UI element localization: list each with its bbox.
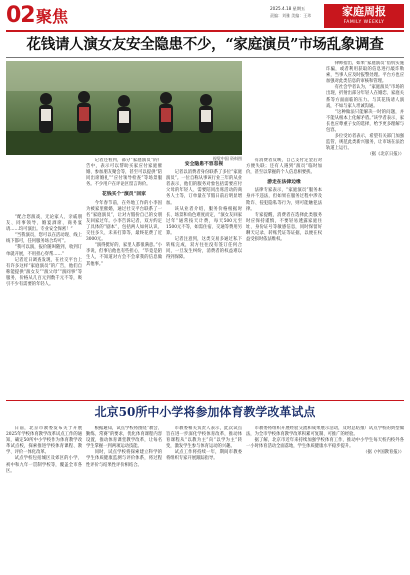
bottom-column-2 <box>86 426 162 572</box>
top-rule <box>6 30 404 32</box>
paragraph: “当我演员，您可以在活动现、线上线下都可，任何服务场合均可”。 <box>6 233 82 245</box>
article-column-4 <box>246 158 322 396</box>
paragraph: 记者近日调查发现，在社交平台上有许多这样“家庭演员”的广告，他们自称能提供“演女友”“演父母”“演同事”等服务，价格从几百元到数千元不等，吸引不少有需要的年轻人。 <box>6 257 82 288</box>
paragraph: 试点学校包括城区及郊区的小学、初中和九年一贯制学校等，覆盖全市各区。 <box>6 456 82 474</box>
article-column-3 <box>166 158 242 396</box>
byline: （据《北京日报》） <box>367 152 404 158</box>
subheading: 游走在法律边缘 <box>267 179 301 186</box>
paragraph: 试点工作将持续一年，期间市教委将组织专家开展跟踪指导。 <box>166 450 242 462</box>
bottom-column-1 <box>6 426 82 572</box>
paragraph: “演得挺好的，家里人都很满意。”小李说，但事后他也有些担心，“毕竟是陌生人，不知道对方会不会拿我的信息做其他事。” <box>86 243 162 267</box>
main-headline: 花钱请人演女友安全隐患不少，“家庭演员”市场乱象调查 <box>26 36 384 53</box>
paragraph: “我可以演，报价随叫随到，收到订单就开展，不用担心穿帮……” <box>6 245 82 257</box>
section-number: 02 <box>6 3 35 28</box>
article-column-5 <box>326 61 404 396</box>
paragraph: 市教委将组织开展经验交流和成果展示活动，及时总结推广试点学校的典型做法，为全市学校体育教学改革积累可复制、可推广的经验。 <box>246 426 404 438</box>
paragraph: 同时，试点学校将探索建立科学的学生体质健康监测与评价体系，将过程性评价与结果性评价相结合。 <box>86 450 162 468</box>
brand-name: 家庭周报 <box>342 5 386 18</box>
paragraph: 有社会学者认为，“家庭演员”市场的出现，折射出部分年轻人在婚恋、家庭关系等方面面临的压力。与其花钱请人演戏，不如与家人坦诚沟通。 <box>326 85 404 109</box>
paragraph: 记者以消费者身份联系了多位“家庭演员”。一位自称从事该行业三年的从业者表示，他们的服务对象包括需要应付父母的年轻人、需要陪同出席活动的商务人士等，订单量在节假日前后明显增加。 <box>166 170 242 206</box>
issue-date: 2025.4.18 星期五 <box>270 6 306 11</box>
photo-caption: 视觉中国 资料图 <box>212 156 242 161</box>
brand-logo <box>324 4 404 28</box>
subheading: 安全隐患不容忽视 <box>184 161 224 167</box>
paragraph: 市教委相关负责人表示，此次试点旨在进一步深化学校体育改革，推动体育课程从“以教为主”向“以学为主”转变，激发学生参与体育运动的兴趣。 <box>166 426 242 450</box>
bottom-rule <box>6 400 404 401</box>
secondary-headline: 北京50所中小学将参加体育教学改革试点 <box>94 405 316 419</box>
subheading: 花钱买个“演员”回家 <box>102 191 146 198</box>
paragraph: 专家提醒，消费者在选择此类服务时应保持谨慎，不要轻易透露家庭住址、身份证号等敏感信息，同时保留好聊天记录、转账凭证等证据，以便在权益受损时依法维权。 <box>246 212 322 243</box>
paragraph: 日前，北京市教委发布关于开展2025年学校体育教学改革试点工作的通知，确定50所中小学校作为体育教学改革试点校，探索推进学校体育课程、教学、评价一体化改革。 <box>6 426 82 456</box>
paragraph: 法律专家表示，“家庭演员”服务本身并不违法，但如果在服务过程中涉及欺诈、侵犯隐私等行为，则可能触犯法律。 <box>246 188 322 212</box>
article-column-2 <box>86 158 162 396</box>
paragraph: 有消费者反映，自己支付定金后对方便失联；还有人遇到“演员”临时加价，甚至以掌握的个人信息相要挟。 <box>246 158 322 176</box>
paragraph: “这种做法只能解决一时的问题，并不能从根本上化解矛盾。”该学者表示，家长也应尊重子女的选择，给予更多理解与包容。 <box>326 109 404 134</box>
news-photo <box>6 61 242 155</box>
bottom-column-4 <box>246 426 404 572</box>
issue-editor: 责编：刘雅 美编：王玮 <box>270 13 312 18</box>
photo-illustration <box>6 61 242 155</box>
headline-rule <box>6 57 404 58</box>
paragraph: 根据通知，试点学校将围绕“教会、勤练、常赛”的要求，优化体育课程内容设置，推动体育课堂教学改革，让每名学生掌握一到两项运动技能。 <box>86 426 162 450</box>
paragraph: 多位受访者表示，希望有关部门加强监管，规范此类新兴服务，让市场在法治轨道上运行。 <box>326 134 404 152</box>
paragraph: 记者注意到，这类交易多通过私下转账完成，双方往往没有签订任何合同，一旦发生纠纷，消费者的权益难以得到保障。 <box>166 237 242 261</box>
paragraph: “配合您演戏，无论家人、亲戚朋友、同事领导、婚宴酒席、商务宴请……均可演出。专业安全保密！” <box>6 215 82 233</box>
paragraph: 记者还看到，部分“家庭演员”的广告中，表示可以帮助买家应付家庭催婚、参加朋友聚会等，甚至可以提供“陪同出席婚礼”“应付领导检查”等场景服务。不少用户在评论区留言询价。 <box>86 158 162 188</box>
section-name: 聚焦 <box>36 7 69 26</box>
paragraph: 律师指出，如果“家庭演员”借机实施诈骗，或者利用获取的信息进行敲诈勒索，当事人应及时报警处理。平台方也应加强对此类信息的审核和管理。 <box>326 61 404 85</box>
brand-name-en: FAMILY WEEKLY <box>343 20 385 25</box>
paragraph: 据了解，北京市近年来持续加强学校体育工作，推动中小学生每天校内校外各一小时体育活动全面落地，学生体质健康水平稳步提升。 <box>246 438 404 450</box>
paragraph: 该从业者介绍，服务价格根据时长、场景和角色难度而定，“演女友回家过年”通常按天计费，每天500元至1500元不等，如需住宿、交通等费用另算。 <box>166 206 242 237</box>
bottom-column-3 <box>166 426 242 572</box>
paragraph: 今年春节前，在外地工作的小李因为被家里催婚，通过社交平台联系了一名“家庭演员”，让对方假扮自己的女朋友回家过年。小李告诉记者，双方约定了具体的“剧本”，包括两人如何认识、交往多久、未来打算等，最终花费了近3000元。 <box>86 200 162 243</box>
byline: （据《中国教育报》） <box>363 450 404 456</box>
